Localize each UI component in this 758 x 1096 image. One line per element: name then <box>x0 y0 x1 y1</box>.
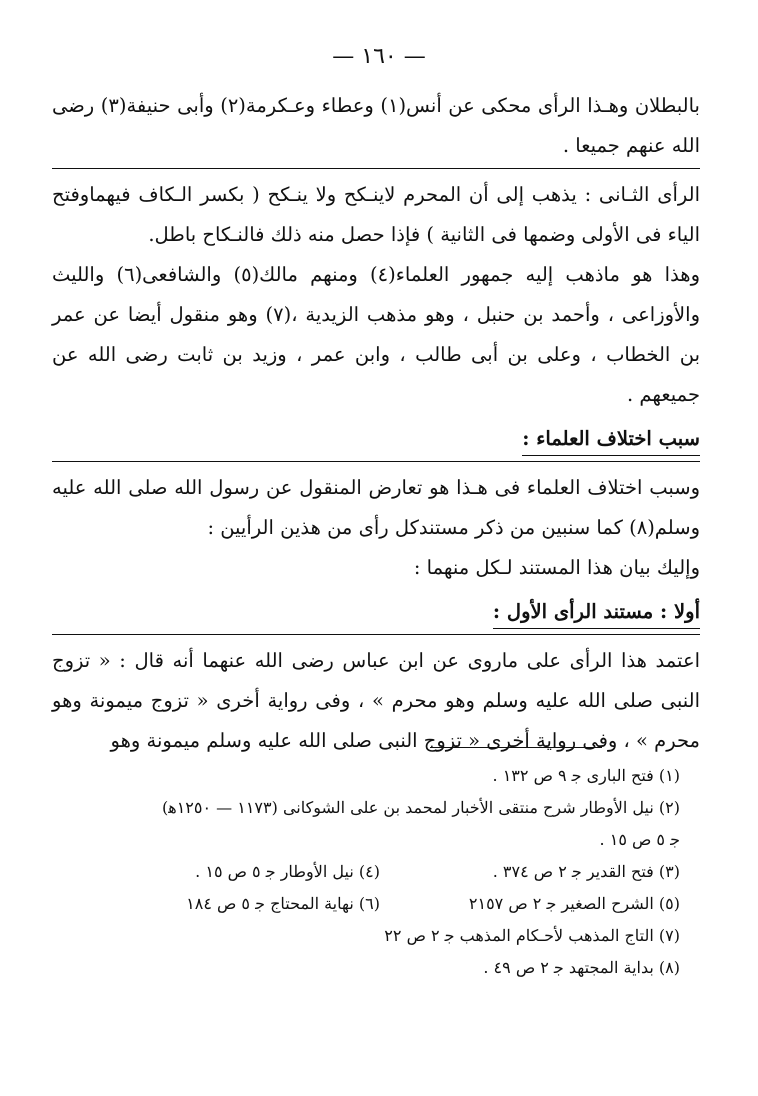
section-divider <box>52 168 700 169</box>
footnote-4: (٤) نيل الأوطار ﺟ ٥ ص ١٥ . <box>195 862 380 881</box>
section-divider <box>52 461 700 462</box>
footnote-8: (٨) بداية المجتهد ﺟ ٢ ص ٤٩ . <box>483 958 680 977</box>
footnote-7: (٧) التاج المذهب لأحـكام المذهب ﺟ ٢ ص ٢٢ <box>384 926 680 945</box>
footnote-1: (١) فتح البارى ﺟ ٩ ص ١٣٢ . <box>492 766 680 785</box>
heading-reason-of-difference <box>52 419 700 459</box>
section-divider <box>52 634 700 635</box>
footnote-rule <box>430 747 602 748</box>
heading-first-opinion-basis-text: أولا : مستند الرأى الأول : <box>493 596 700 629</box>
footnotes <box>52 760 680 984</box>
paragraph-2: الرأى الثـانى : يذهب إلى أن المحرم لاينـكح ولا ينـكح ( بكسر الـكاف فيهماوفتح الياء فى الأولى وضمها فى الثانية ) فإذا حصل منه ذلك فالنـكاح باطل. <box>52 183 700 246</box>
paragraph-6: اعتمد هذا الرأى على ماروى عن ابن عباس رضى الله عنهما أنه قال : « تزوج النبى صلى الله عليه وسلم وهو محرم » ، وفى رواية أخرى « تزوج ميمونة وهو محرم » ، وفى رواية أخرى « تزوج النبى صلى الله عليه وسلم ميمونة وهو <box>52 649 700 752</box>
footnote-6: (٦) نهاية المحتاج ﺟ ٥ ص ١٨٤ <box>186 894 380 913</box>
heading-first-opinion-basis <box>52 592 700 632</box>
paragraph-5: وإليك بيان هذا المستند لـكل منهما : <box>413 556 700 579</box>
footnote-row-5-6 <box>52 888 680 920</box>
page-number: — ١٦٠ — <box>332 44 426 69</box>
footnote-2: (٢) نيل الأوطار شرح منتقى الأخبار لمحمد بن على الشوكانى (١١٧٣ — ١٢٥٠ﻫ) <box>162 798 680 817</box>
footnote-row-3-4 <box>52 856 680 888</box>
paragraph-1: بالبطلان وهـذا الرأى محكى عن أنس(١) وعطاء وعـكرمة(٢) وأبى حنيفة(٣) رضى الله عنهم جميعا . <box>52 94 700 157</box>
paragraph-3: وهذا هو ماذهب إليه جمهور العلماء(٤) ومنهم مالك(٥) والشافعى(٦) والليث والأوزاعى ، وأحمد بن حنبل ، وهو مذهب الزيدية ،(٧) وهو منقول أيضا عن عمر بن الخطاب ، وعلى بن أبى طالب ، وابن عمر ، وزيد بن ثابت رضى الله عن جميعهم . <box>52 263 701 406</box>
heading-reason-of-difference-text: سبب اختلاف العلماء : <box>522 423 700 456</box>
main-text <box>52 86 700 761</box>
footnote-2-continued: ﺟ ٥ ص ١٥ . <box>599 830 680 849</box>
paragraph-4: وسبب اختلاف العلماء فى هـذا هو تعارض المنقول عن رسول الله صلى الله عليه وسلم(٨) كما سنبين من ذكر مستندكل رأى من هذين الرأيين : <box>52 476 700 539</box>
footnote-5: (٥) الشرح الصغير ﺟ ٢ ص ٢١٥٧ <box>468 894 680 913</box>
footnote-3: (٣) فتح القدير ﺟ ٢ ص ٣٧٤ . <box>492 862 680 881</box>
